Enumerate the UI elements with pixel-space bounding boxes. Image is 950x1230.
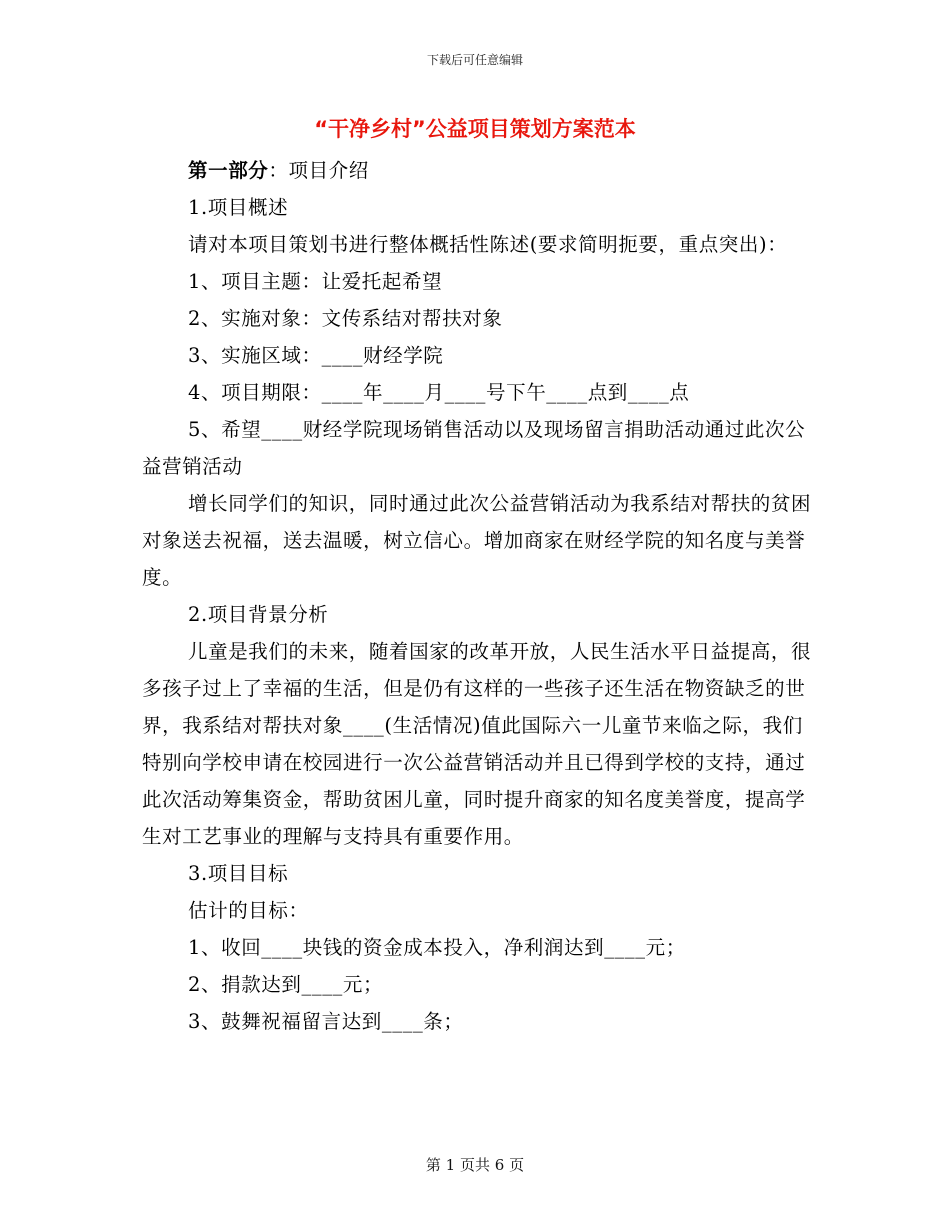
section-heading-background: 2.项目背景分析 bbox=[188, 603, 329, 626]
part-label: 第一部分 bbox=[188, 159, 269, 182]
list-item-hope: 5、希望____财经学院现场销售活动以及现场留言捐助活动通过此次公益营销活动 bbox=[142, 418, 806, 478]
part-title: ：项目介绍 bbox=[268, 159, 369, 182]
document-body bbox=[142, 152, 812, 1040]
list-item-period: 4、项目期限：____年____月____号下午____点到____点 bbox=[188, 381, 690, 404]
paragraph-purpose: 增长同学们的知识，同时通过此次公益营销活动为我系结对帮扶的贫困对象送去祝福，送去温暖，树立信心。增加商家在财经学院的知名度与美誉度。 bbox=[142, 492, 812, 589]
overview-instruction: 请对本项目策划书进行整体概括性陈述(要求简明扼要，重点突出)： bbox=[188, 233, 788, 256]
list-item-theme: 1、项目主题：让爱托起希望 bbox=[188, 270, 443, 293]
goal-item-2: 2、捐款达到____元； bbox=[188, 973, 384, 996]
part-heading bbox=[142, 152, 812, 189]
section-heading-goals: 3.项目目标 bbox=[188, 862, 289, 885]
page-footer: 第 1 页共 6 页 bbox=[425, 1156, 525, 1174]
page-header: 下载后可任意编辑 bbox=[426, 53, 523, 67]
list-item-area: 3、实施区域：____财经学院 bbox=[188, 344, 444, 367]
list-item-target: 2、实施对象：文传系结对帮扶对象 bbox=[188, 307, 503, 330]
goal-item-3: 3、鼓舞祝福留言达到____条； bbox=[188, 1010, 464, 1033]
paragraph-background: 儿童是我们的未来，随着国家的改革开放，人民生活水平日益提高，很多孩子过上了幸福的生活，但是仍有这样的一些孩子还生活在物资缺乏的世界，我系结对帮扶对象____(生活情况)值此国际六一儿童节来临之际，我们特别向学校申请在校园进行一次公益营销活动并且已得到学校的支持，通过此次活动筹集资金，帮助贫困儿童，同时提升商家的知名度美誉度，提高学生对工艺事业的理解与支持具有重要作用。 bbox=[142, 640, 812, 848]
document-title: “干净乡村”公益项目策划方案范本 bbox=[314, 117, 636, 141]
goal-item-1: 1、收回____块钱的资金成本投入，净利润达到____元； bbox=[188, 936, 686, 959]
section-heading-overview: 1.项目概述 bbox=[188, 196, 289, 219]
goals-intro: 估计的目标： bbox=[188, 899, 309, 922]
